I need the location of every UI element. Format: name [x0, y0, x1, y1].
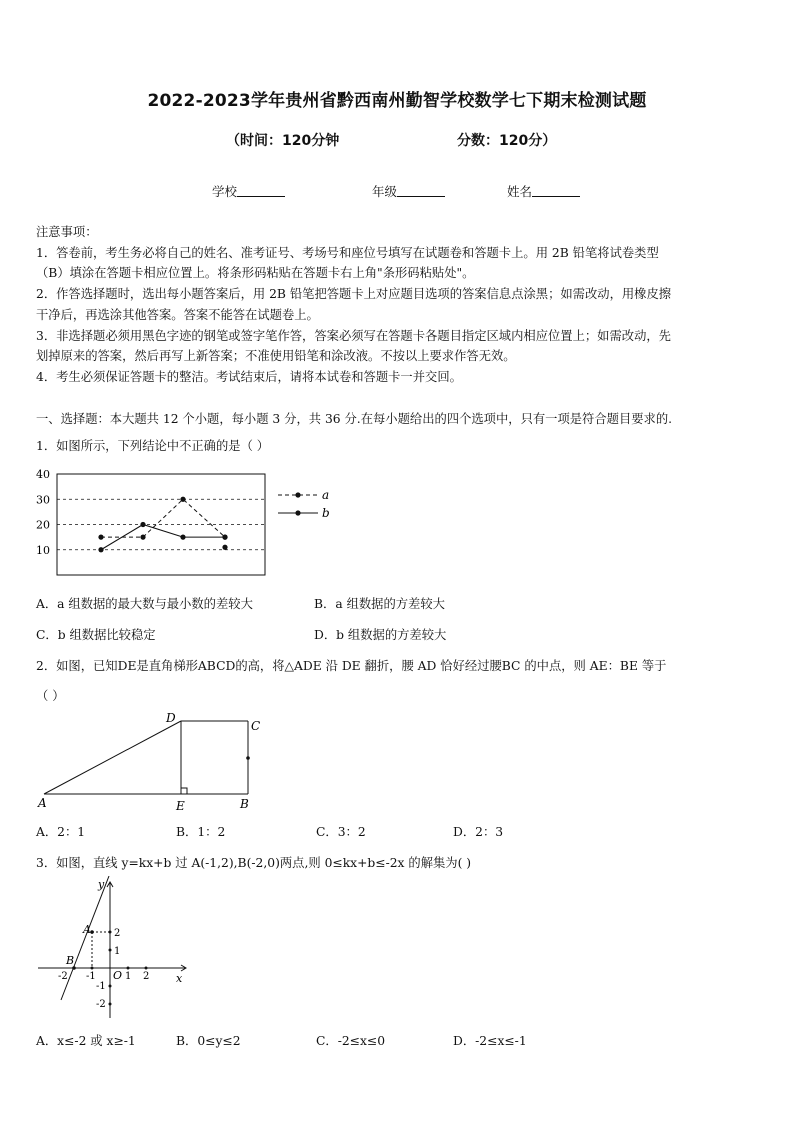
q1-chart — [30, 462, 350, 582]
notes-line: 1．答卷前，考生务必将自己的姓名、准考证号、考场号和座位号填写在试题卷和答题卡上。用 2B 铅笔将试卷类型 — [36, 245, 659, 260]
legend-a-marker — [295, 492, 300, 497]
label-o: O — [113, 969, 123, 982]
series-b-point — [98, 547, 103, 552]
series-b-point — [140, 522, 145, 527]
q3-option-c[interactable]: C．-2≤x≤0 — [316, 1034, 386, 1048]
series-a-line — [101, 499, 225, 537]
q2-option-d[interactable]: D．2：3 — [453, 825, 504, 839]
q3-option-b[interactable]: B．0≤y≤2 — [176, 1034, 241, 1048]
notes-line: 2．作答选择题时，选出每小题答案后，用 2B 铅笔把答题卡上对应题目选项的答案信息点涂黑；如需改动，用橡皮擦 — [36, 287, 672, 302]
q2-stem: 2．如图，已知DE是直角梯形ABCD的高，将△ADE 沿 DE 翻折，腰 AD 恰好经过腰BC 的中点，则 AE：BE 等于 — [36, 659, 667, 673]
q3-option-d[interactable]: D．-2≤x≤-1 — [453, 1034, 527, 1048]
tick-x-m1 — [91, 967, 94, 970]
tick-x-2 — [145, 967, 148, 970]
q3-stem: 3．如图，直线 y=kx+b 过 A(-1,2),B(-2,0)两点,则 0≤kx+b≤-2x 的解集为( ) — [36, 856, 472, 870]
exam-score: 分数：120分） — [457, 133, 557, 149]
q2-trapezoid-figure — [30, 708, 280, 816]
notes-line: 干净后，再选涂其他答案。答案不能答在试题卷上。 — [36, 307, 319, 322]
school-blank[interactable] — [237, 184, 285, 197]
series-a-point — [140, 535, 145, 540]
label-d: D — [166, 711, 176, 725]
tick-label-x-m1: -1 — [86, 971, 96, 982]
school-field[interactable] — [212, 182, 285, 200]
series-b-point — [222, 545, 227, 550]
series-b-point — [180, 535, 185, 540]
legend-a-label: a — [322, 488, 330, 502]
tick-label-x-1: 1 — [125, 971, 132, 982]
page-title: 2022-2023学年贵州省黔西南州勤智学校数学七下期末检测试题 — [147, 91, 647, 111]
tick-label-x-2: 2 — [143, 971, 150, 982]
grade-field[interactable] — [372, 182, 445, 200]
label-x: x — [176, 972, 183, 985]
school-label: 学校 — [212, 184, 238, 199]
q1-option-d[interactable]: D．b 组数据的方差较大 — [314, 628, 447, 642]
label-y: y — [98, 878, 105, 891]
q1-option-c[interactable]: C．b 组数据比较稳定 — [36, 628, 156, 642]
label-c: C — [251, 719, 261, 733]
q1-option-a[interactable]: A．a 组数据的最大数与最小数的差较大 — [36, 597, 253, 611]
segment-ad — [44, 721, 181, 794]
notes-line: 3．非选择题必须用黑色字迹的钢笔或签字笔作答，答案必须写在答题卡各题目指定区域内相应位置上；如需改动，先 — [36, 328, 671, 343]
name-label: 姓名 — [507, 184, 533, 199]
notes-line: （B）填涂在答题卡相应位置上。将条形码粘贴在答题卡右上角"条形码粘贴处"。 — [36, 266, 475, 281]
tick-label-x-m2: -2 — [58, 971, 68, 982]
q2-option-a[interactable]: A．2：1 — [36, 825, 86, 839]
notes-line: 4．考生必须保证答题卡的整洁。考试结束后，请将本试卷和答题卡一并交回。 — [36, 369, 462, 384]
legend-b-marker — [295, 510, 300, 515]
q1-stem: 1．如图所示，下列结论中不正确的是（ ） — [36, 439, 270, 453]
grade-label: 年级 — [372, 184, 398, 199]
y-tick-label: 30 — [36, 493, 50, 507]
series-b-point — [222, 535, 227, 540]
tick-y-m1 — [109, 985, 112, 988]
label-a: A — [83, 923, 91, 936]
tick-label-y-1: 1 — [114, 946, 121, 957]
q2-option-c[interactable]: C．3：2 — [316, 825, 366, 839]
right-angle-mark — [181, 788, 187, 794]
label-b: B — [240, 797, 249, 811]
label-e: E — [176, 799, 185, 813]
name-blank[interactable] — [532, 184, 580, 197]
q2-paren: （ ） — [36, 689, 65, 703]
tick-x-1 — [127, 967, 130, 970]
notes-block — [36, 222, 760, 388]
series-b-line — [101, 525, 225, 550]
tick-y-m2 — [109, 1003, 112, 1006]
tick-label-y-m2: -2 — [96, 999, 106, 1010]
q3-option-a[interactable]: A．x≤-2 或 x≥-1 — [36, 1034, 136, 1048]
q2-option-b[interactable]: B．1：2 — [176, 825, 226, 839]
y-tick-label: 10 — [36, 543, 50, 557]
series-a-point — [98, 535, 103, 540]
bc-midpoint — [246, 756, 250, 760]
notes-line: 划掉原来的答案，然后再写上新答案；不准使用铅笔和涂改液。不按以上要求作答无效。 — [36, 349, 516, 364]
legend-b-label: b — [322, 506, 330, 520]
tick-label-y-m1: -1 — [96, 981, 106, 992]
exam-time: （时间：120分钟 — [226, 133, 340, 149]
grade-blank[interactable] — [397, 184, 445, 197]
tick-y-2 — [109, 931, 112, 934]
notes-heading: 注意事项： — [36, 225, 98, 239]
y-tick-label: 40 — [36, 468, 50, 481]
y-tick-label: 20 — [36, 518, 50, 532]
series-a-point — [180, 497, 185, 502]
tick-y-1 — [109, 949, 112, 952]
q1-option-b[interactable]: B．a 组数据的方差较大 — [314, 597, 445, 611]
label-a: A — [38, 796, 47, 810]
tick-label-y-2: 2 — [114, 928, 121, 939]
section-header: 一、选择题：本大题共 12 个小题，每小题 3 分，共 36 分.在每小题给出的四个选项中，只有一项是符合题目要求的. — [36, 412, 673, 426]
name-field[interactable] — [507, 182, 580, 200]
q3-coordinate-figure — [30, 876, 200, 1026]
label-b: B — [66, 954, 75, 967]
